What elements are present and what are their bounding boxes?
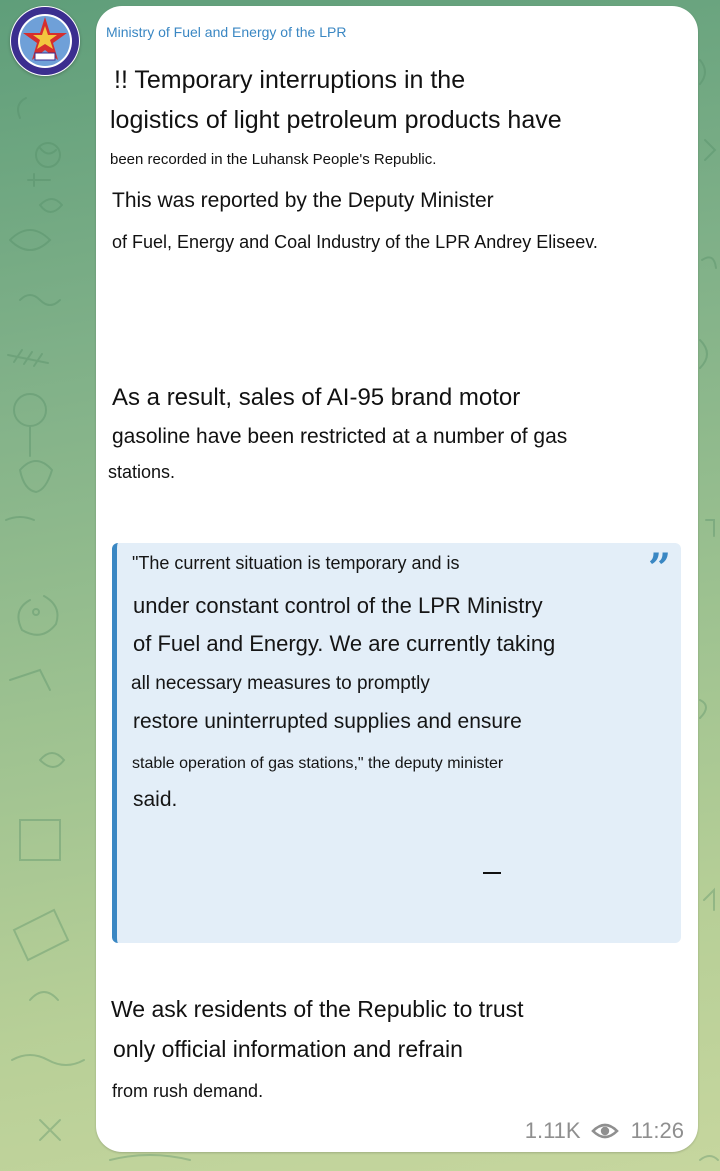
- post-line: been recorded in the Luhansk People's Republic.: [110, 151, 437, 168]
- quote-line: said.: [133, 788, 178, 811]
- post-line: of Fuel, Energy and Coal Industry of the LPR Andrey Eliseev.: [112, 232, 598, 252]
- post-line: gasoline have been restricted at a number of gas: [112, 425, 568, 448]
- message-bubble[interactable]: [96, 6, 698, 1152]
- quote-line: "The current situation is temporary and is: [132, 553, 460, 573]
- quote-block: [112, 543, 681, 943]
- post-line: only official information and refrain: [113, 1036, 463, 1062]
- quote-line: under constant control of the LPR Ministry: [133, 593, 543, 618]
- post-line: logistics of light petroleum products have: [110, 106, 562, 134]
- post-line: from rush demand.: [112, 1081, 264, 1101]
- channel-avatar[interactable]: [10, 6, 80, 76]
- view-count: 1.11K: [524, 1118, 581, 1143]
- quote-mark-icon: ”: [647, 545, 671, 592]
- message-time: 11:26: [630, 1118, 684, 1143]
- post-line: This was reported by the Deputy Minister: [112, 189, 494, 212]
- quote-dash: [483, 872, 501, 874]
- quote-line: restore uninterrupted supplies and ensure: [133, 710, 522, 733]
- channel-name[interactable]: Ministry of Fuel and Energy of the LPR: [106, 24, 347, 40]
- eye-icon: [591, 1121, 619, 1141]
- quote-line: stable operation of gas stations," the deputy minister: [132, 755, 504, 772]
- post-line: We ask residents of the Republic to trust: [111, 996, 524, 1022]
- quote-line: all necessary measures to promptly: [131, 673, 430, 694]
- post-line: As a result, sales of AI-95 brand motor: [112, 384, 521, 411]
- quote-line: of Fuel and Energy. We are currently taking: [133, 631, 556, 656]
- ministry-emblem-icon: [10, 6, 80, 76]
- message-meta: [525, 1118, 684, 1144]
- post-line: !! Temporary interruptions in the: [114, 66, 466, 94]
- post-line: stations.: [108, 462, 176, 482]
